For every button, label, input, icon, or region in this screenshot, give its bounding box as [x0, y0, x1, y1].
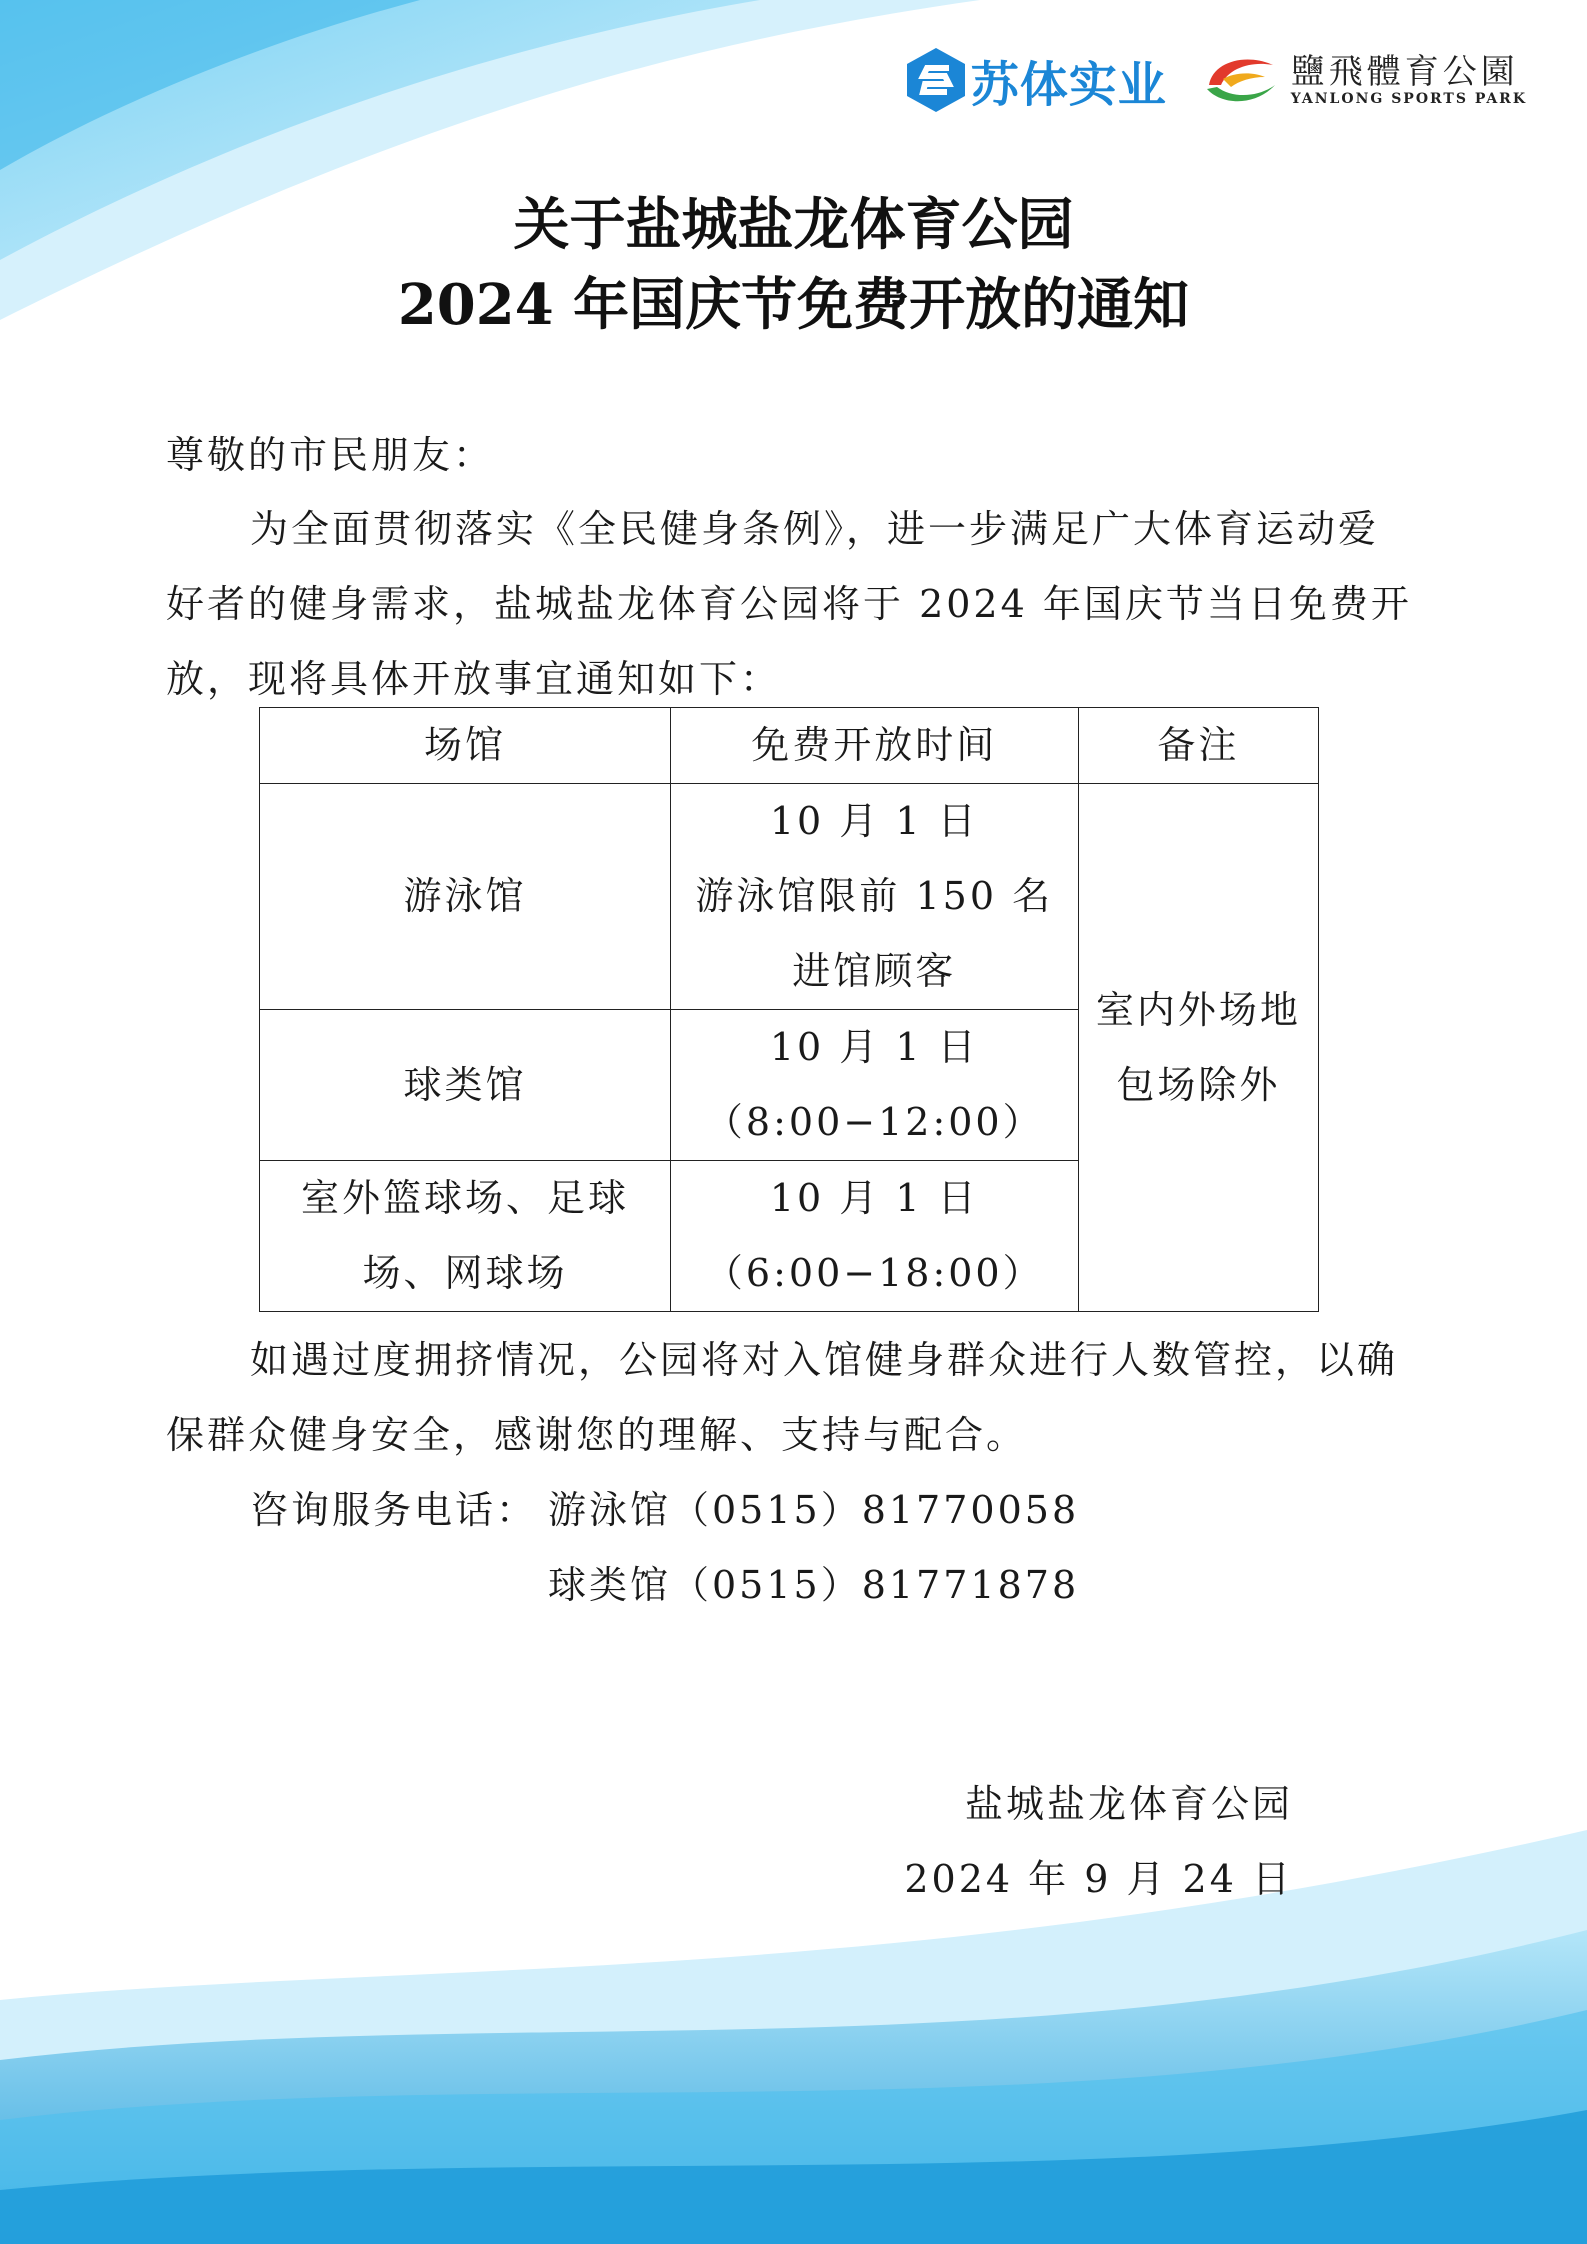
- salutation: 尊敬的市民朋友：: [166, 433, 495, 477]
- remark-text: 室内外场地: [1095, 987, 1301, 1032]
- signature-date: 2024 年 9 月 24 日: [904, 1857, 1293, 1901]
- header-remark: 备注: [1078, 708, 1318, 784]
- contact-label: 咨询服务电话：: [250, 1488, 538, 1532]
- table-header-row: [260, 708, 1319, 784]
- remark-cell: [1078, 784, 1318, 1312]
- title-line-1: 关于盐城盐龙体育公园: [513, 192, 1074, 258]
- yanlong-logo-cn: 鹽飛體育公園: [1290, 52, 1519, 92]
- time-text: 10 月 1 日: [769, 1176, 979, 1220]
- time-cell: [670, 784, 1078, 1010]
- time-text: 游泳馆限前 150 名: [695, 874, 1054, 918]
- sutihuaye-logo-text: 苏体实业: [970, 56, 1167, 113]
- yanlong-logo: [1203, 49, 1527, 111]
- opening-schedule-table: [259, 707, 1319, 1312]
- venue-text: 球类馆: [403, 1062, 527, 1107]
- venue-cell: [260, 1161, 671, 1312]
- venue-cell: [260, 1010, 671, 1161]
- logo-row: [905, 40, 1527, 120]
- contact-phone-swimming: 游泳馆（0515）81770058: [548, 1488, 1080, 1532]
- header-time: 免费开放时间: [670, 708, 1078, 784]
- time-cell: [670, 1010, 1078, 1161]
- time-text: 进馆顾客: [792, 949, 957, 993]
- intro-paragraph: 为全面贯彻落实《全民健身条例》，进一步满足广大体育运动爱好者的健身需求，盐城盐龙体育公园将于 2024 年国庆节当日免费开放，现将具体开放事宜通知如下：: [166, 507, 1412, 701]
- sutihuaye-logo-icon: [905, 46, 967, 114]
- remark-text: 包场除外: [1116, 1062, 1281, 1107]
- signature-org: 盐城盐龙体育公园: [964, 1782, 1293, 1826]
- time-text: 10 月 1 日: [769, 1025, 979, 1069]
- venue-text: 室外篮球场、足球: [300, 1176, 629, 1220]
- sutihuaye-logo: [905, 46, 1167, 115]
- notice-title: [0, 185, 1587, 345]
- yanlong-logo-icon: [1203, 49, 1279, 111]
- time-cell: [670, 1161, 1078, 1312]
- header-venue: 场馆: [260, 708, 671, 784]
- table-row: [260, 784, 1319, 1010]
- contact-phone-ball: 球类馆（0515）81771878: [548, 1563, 1080, 1607]
- venue-text: 场、网球场: [362, 1251, 568, 1295]
- time-text: （6:00−18:00）: [704, 1251, 1044, 1295]
- venue-text: 游泳馆: [403, 874, 527, 918]
- time-text: （8:00−12:00）: [704, 1100, 1044, 1144]
- yanlong-logo-text: [1291, 53, 1527, 107]
- time-text: 10 月 1 日: [769, 799, 979, 843]
- crowd-control-paragraph: 如遇过度拥挤情况，公园将对入馆健身群众进行人数管控，以确保群众健身安全，感谢您的理解、支持与配合。: [166, 1338, 1399, 1457]
- venue-cell: [260, 784, 671, 1010]
- yanlong-logo-en: YANLONG SPORTS PARK: [1290, 91, 1527, 107]
- title-line-2: 2024 年国庆节免费开放的通知: [397, 272, 1190, 338]
